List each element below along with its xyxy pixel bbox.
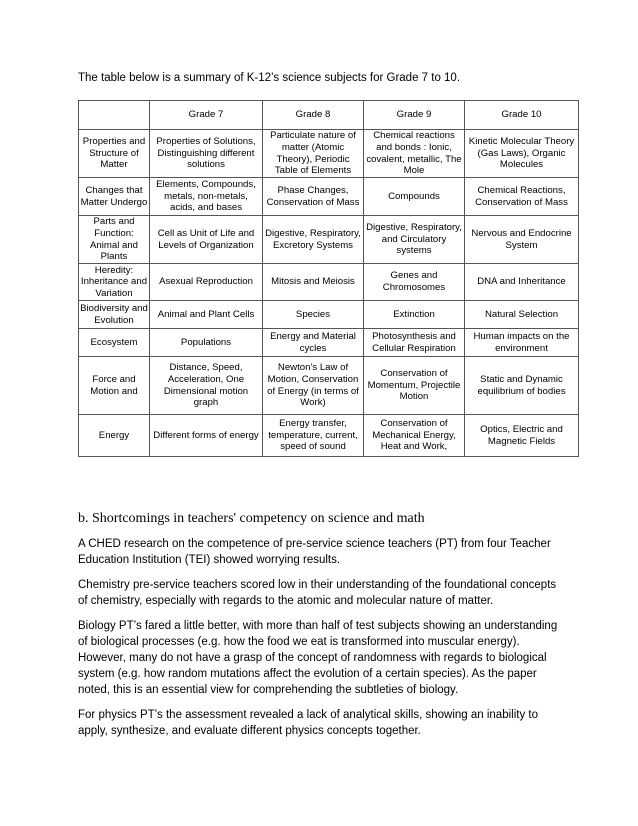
table-cell: Nervous and Endocrine System — [465, 216, 579, 264]
paragraph-biology: Biology PT’s fared a little better, with more than half of test subjects showing an understanding of biological processes (e.g. how the food we eat is transformed into muscular energy). However, many do not have a grasp of the concept of randomness with regards to biological system (e.g. how random mutations affect the evolution of a certain species). As the paper noted, this is an essential view for comprehending the subtleties of biology. — [78, 620, 558, 696]
table-header-row — [79, 101, 579, 130]
table-row-label: Force and Motion and — [79, 357, 150, 415]
table-row — [79, 216, 579, 264]
table-cell: Cell as Unit of Life and Levels of Organization — [150, 216, 263, 264]
table-cell: Compounds — [364, 178, 465, 216]
table-row — [79, 329, 579, 357]
table-row-label: Biodiversity and Evolution — [79, 301, 150, 329]
table-header-cell: Grade 9 — [364, 101, 465, 130]
table-row-label: Parts and Function: Animal and Plants — [79, 216, 150, 264]
table-cell: Static and Dynamic equilibrium of bodies — [465, 357, 579, 415]
table-cell: Human impacts on the environment — [465, 329, 579, 357]
table-intro: The table below is a summary of K-12’s science subjects for Grade 7 to 10. — [78, 72, 461, 84]
table-cell: DNA and Inheritance — [465, 264, 579, 301]
table-header-cell: Grade 8 — [263, 101, 364, 130]
table-cell: Asexual Reproduction — [150, 264, 263, 301]
table-cell: Natural Selection — [465, 301, 579, 329]
table-row — [79, 264, 579, 301]
table-cell: Distance, Speed, Acceleration, One Dimensional motion graph — [150, 357, 263, 415]
table-header-cell: Grade 7 — [150, 101, 263, 130]
table-row — [79, 178, 579, 216]
table-header-cell — [79, 101, 150, 130]
table-cell: Elements, Compounds, metals, non-metals, acids, and bases — [150, 178, 263, 216]
table-row-label: Heredity: Inheritance and Variation — [79, 264, 150, 301]
table-row-label: Changes that Matter Undergo — [79, 178, 150, 216]
paragraph-chemistry: Chemistry pre-service teachers scored low in their understanding of the foundational concepts of chemistry, especially with regards to the atomic and molecular nature of matter. — [78, 579, 557, 607]
table-cell: Particulate nature of matter (Atomic Theory), Periodic Table of Elements — [263, 130, 364, 178]
table-cell: Kinetic Molecular Theory (Gas Laws), Organic Molecules — [465, 130, 579, 178]
table-row-label: Properties and Structure of Matter — [79, 130, 150, 178]
table-cell: Chemical reactions and bonds : Ionic, covalent, metallic, The Mole — [364, 130, 465, 178]
table-cell: Photosynthesis and Cellular Respiration — [364, 329, 465, 357]
table-cell: Digestive, Respiratory, and Circulatory systems — [364, 216, 465, 264]
table-cell: Extinction — [364, 301, 465, 329]
table-cell: Newton’s Law of Motion, Conservation of Energy (in terms of Work) — [263, 357, 364, 415]
table-row — [79, 130, 579, 178]
table-cell: Energy and Material cycles — [263, 329, 364, 357]
section-heading: b. Shortcomings in teachers' competency on science and math — [78, 511, 425, 526]
table-cell: Populations — [150, 329, 263, 357]
table-cell: Animal and Plant Cells — [150, 301, 263, 329]
table-row — [79, 301, 579, 329]
table-cell: Phase Changes, Conservation of Mass — [263, 178, 364, 216]
table-cell: Optics, Electric and Magnetic Fields — [465, 415, 579, 457]
science-subjects-table — [78, 100, 579, 457]
table-cell: Digestive, Respiratory, Excretory Systems — [263, 216, 364, 264]
paragraph-ched-research: A CHED research on the competence of pre-service science teachers (PT) from four Teacher Education Institution (TEI) showed worrying results. — [78, 538, 551, 566]
table-row — [79, 357, 579, 415]
table-cell: Species — [263, 301, 364, 329]
table-cell: Conservation of Momentum, Projectile Motion — [364, 357, 465, 415]
table-row-label: Energy — [79, 415, 150, 457]
table-cell: Properties of Solutions, Distinguishing different solutions — [150, 130, 263, 178]
table-cell: Chemical Reactions, Conservation of Mass — [465, 178, 579, 216]
table-cell: Genes and Chromosomes — [364, 264, 465, 301]
paragraph-physics: For physics PT’s the assessment revealed a lack of analytical skills, showing an inability to apply, synthesize, and evaluate different physics concepts together. — [78, 709, 538, 737]
table-header-cell: Grade 10 — [465, 101, 579, 130]
table-cell: Energy transfer, temperature, current, speed of sound — [263, 415, 364, 457]
table-row-label: Ecosystem — [79, 329, 150, 357]
table-cell: Conservation of Mechanical Energy, Heat and Work, — [364, 415, 465, 457]
table-cell: Mitosis and Meiosis — [263, 264, 364, 301]
table-row — [79, 415, 579, 457]
table-cell: Different forms of energy — [150, 415, 263, 457]
